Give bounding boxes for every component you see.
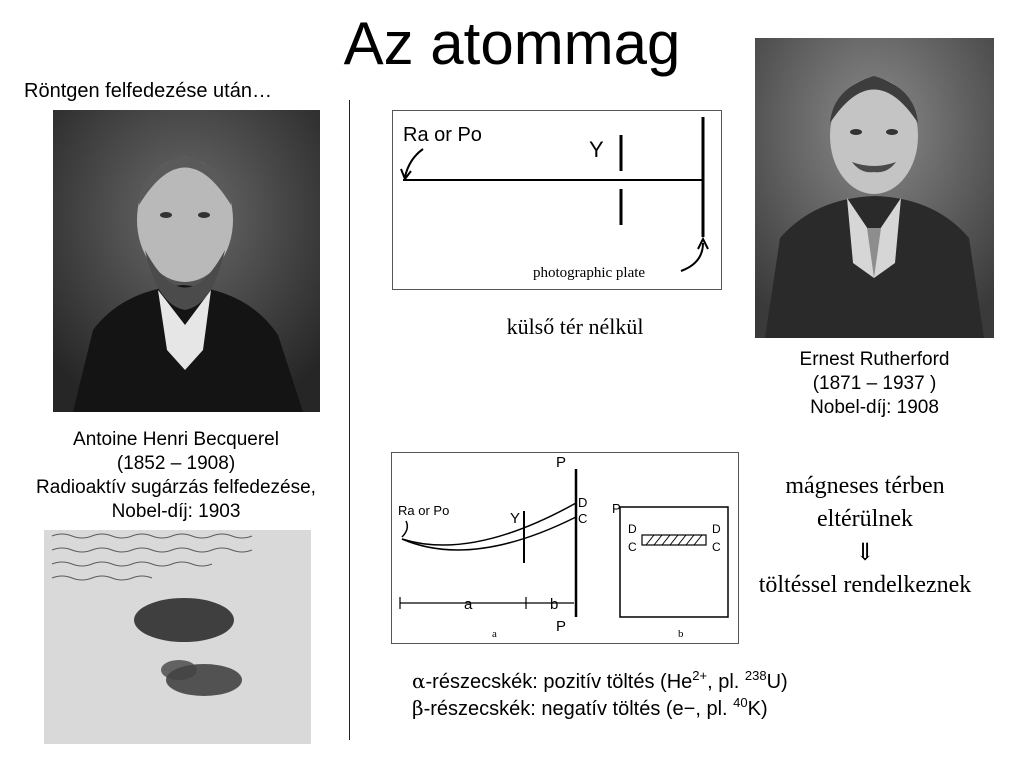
magnetic-field-note [735,470,995,602]
becquerel-caption [0,428,352,524]
diagram-top-plate-label: photographic plate [533,265,646,281]
slide-subtitle: Röntgen felfedezése után… [24,80,272,102]
particle-notes [412,668,788,722]
beta-end: K) [747,698,768,720]
rutherford-caption [755,348,994,420]
diagram-bottom-b-label: b [550,596,559,613]
magnetic-line-2: eltérülnek [817,506,913,532]
inset-d-left: D [628,522,637,536]
column-divider [349,100,350,740]
slide-title: Az atommag [343,10,681,77]
alpha-symbol: α [412,669,426,693]
beta-mass: 40 [733,695,748,710]
photographic-plate-image [44,530,311,744]
becquerel-discovery: Radioaktív sugárzás felfedezése, [36,477,316,498]
diagram-bottom-p-bottom: P [556,618,567,635]
diagram-bottom-panel-a: a [492,628,497,640]
magnetic-line-1: mágneses térben [785,473,945,499]
diagram-bottom-a-label: a [464,596,473,613]
alpha-note [412,668,788,695]
diagram-bottom-inset-p: P [612,501,621,516]
alpha-charge: 2+ [692,668,708,683]
diagram-bottom-d-label: D [578,495,588,510]
diagram-bottom-p-top: P [556,454,567,471]
alpha-mass: 238 [744,668,767,683]
diagram-top-source-label: Ra or Po [403,124,482,146]
inset-c-right: C [712,540,721,554]
beta-symbol: β [412,696,424,720]
diagram-no-field-svg [393,111,721,289]
diagram-top-y-label: Y [589,137,604,162]
diagram-bottom-c-label: C [578,511,588,526]
diagram-bottom-panel-b: b [678,628,684,640]
rutherford-name: Ernest Rutherford [799,349,950,370]
diagram-no-field [392,110,722,290]
magnetic-line-3: töltéssel rendelkeznek [758,572,972,598]
inset-c-left: C [628,540,637,554]
diagram-bottom-y-label: Y [510,510,521,527]
beta-note [412,695,788,722]
diagram-magnetic-field [391,452,739,644]
diagram-bottom-source-label: Ra or Po [398,503,450,518]
becquerel-name: Antoine Henri Becquerel [73,429,279,450]
becquerel-years: (1852 – 1908) [116,453,236,474]
alpha-mid: , pl. [707,671,745,693]
rutherford-nobel: Nobel-díj: 1908 [810,397,939,418]
becquerel-portrait [53,110,320,412]
beta-text: -részecskék: negatív töltés (e−, pl. [423,698,734,720]
implies-arrow-icon: ⇓ [854,538,876,566]
alpha-end: U) [766,671,788,693]
no-field-label: külső tér nélkül [506,314,644,339]
alpha-text: -részecskék: pozitív töltés (He [425,671,693,693]
inset-d-right: D [712,522,721,536]
diagram-magnetic-svg [392,453,738,643]
rutherford-years: (1871 – 1937 ) [812,373,937,394]
rutherford-portrait [755,38,994,338]
becquerel-nobel: Nobel-díj: 1903 [111,501,241,522]
